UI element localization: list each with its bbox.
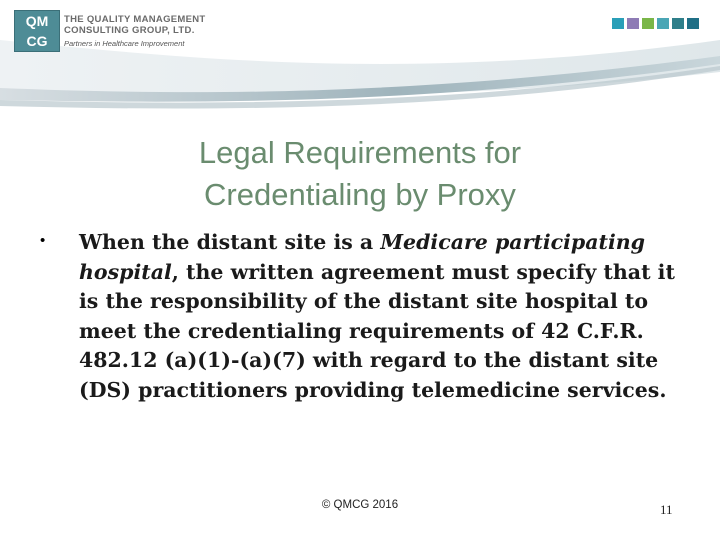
decorative-square-3: [642, 18, 654, 29]
slide-title-line1: Legal Requirements for: [198, 135, 522, 170]
decorative-squares: [612, 18, 699, 29]
decorative-square-1: [612, 18, 624, 29]
bullet-marker: •: [40, 232, 46, 249]
company-name-line2: CONSULTING GROUP, LTD.: [64, 25, 195, 36]
page-number: 11: [660, 502, 673, 517]
company-tagline: Partners in Healthcare Improvement: [64, 39, 185, 48]
header-band: [0, 0, 720, 110]
decorative-square-2: [627, 18, 639, 29]
bullet-text-emphasis: Medicare participating hospital: [79, 230, 646, 284]
bullet-text-end: , the written agreement must specify that it is the responsibility of the distant site hospital to meet the credentialing requirements of 42 C.F.R. 482.12 (a)(1)-(a)(7) with regard to the distant site (DS) practitioners providing telemedicine services.: [79, 259, 675, 402]
slide-title: [80, 132, 640, 216]
bullet-text-start: When the distant site is a: [79, 230, 381, 254]
decorative-square-4: [657, 18, 669, 29]
decorative-square-5: [672, 18, 684, 29]
slide-title-line2: Credentialing by Proxy: [204, 177, 516, 212]
company-name-block: [64, 14, 206, 48]
logo-text-bottom: CG: [26, 32, 48, 49]
footer-copyright: © QMCG 2016: [321, 499, 399, 511]
decorative-square-6: [687, 18, 699, 29]
logo-text-top: QM: [25, 12, 49, 29]
company-logo: [14, 10, 60, 52]
company-name-line1: THE QUALITY MANAGEMENT: [64, 14, 206, 25]
bullet-text: [79, 228, 689, 405]
